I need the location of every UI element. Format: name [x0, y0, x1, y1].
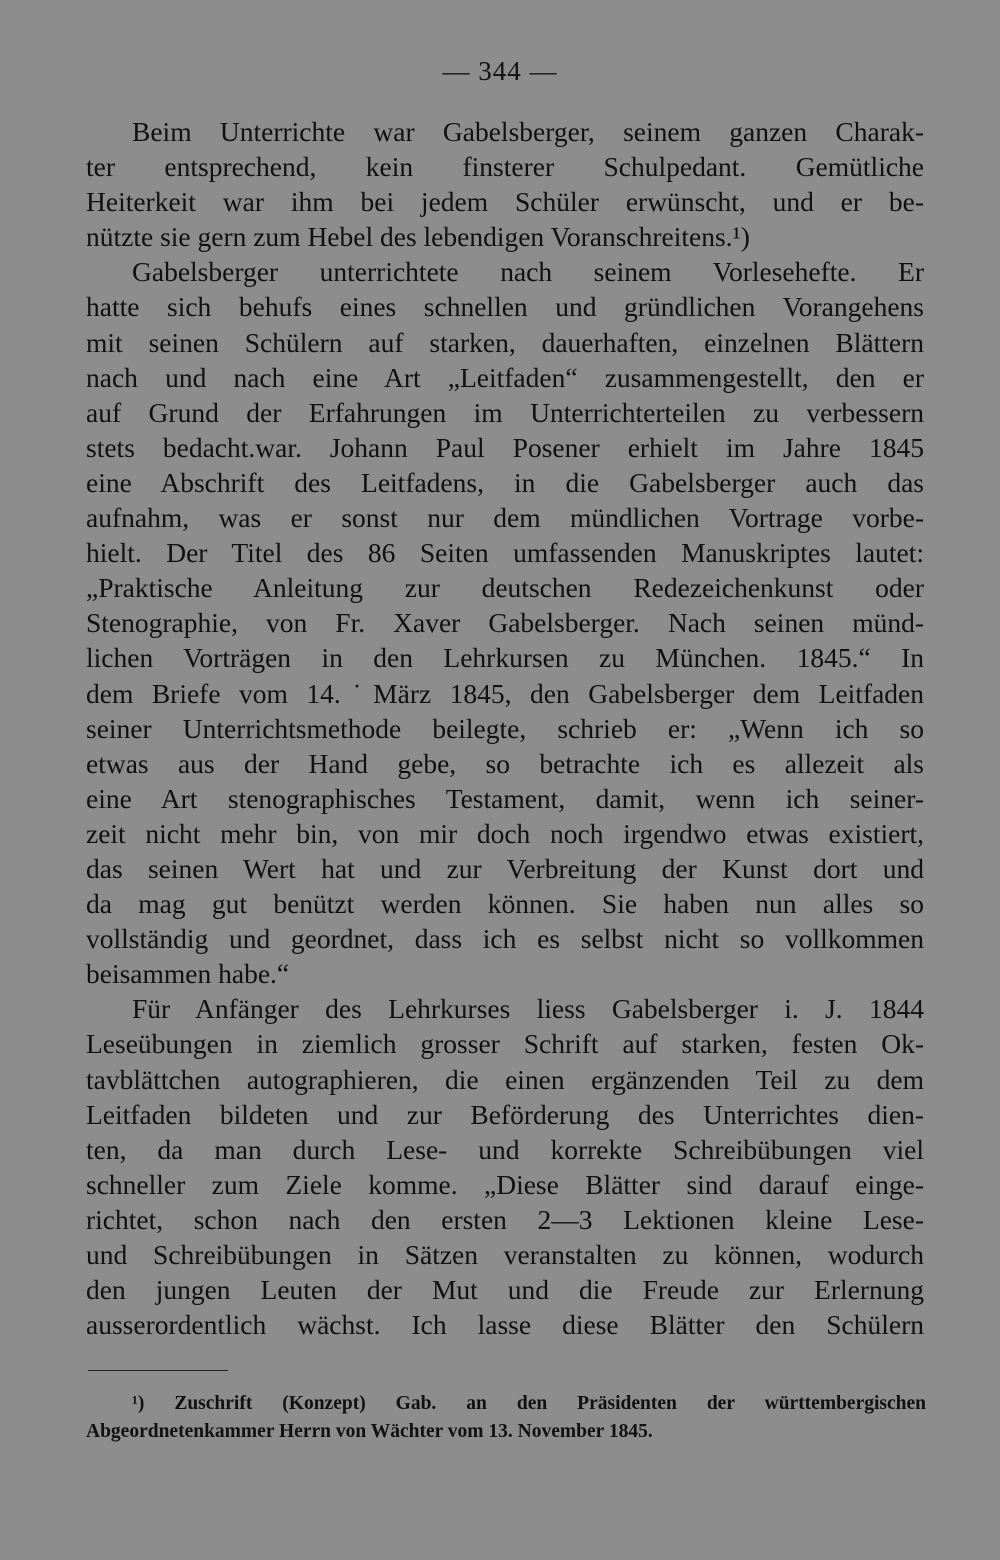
text-line: mit seinen Schülern auf starken, dauerhaften, einzelnen Blättern [86, 326, 924, 358]
text-line: und Schreibübungen in Sätzen veranstalten zu können, wodurch [86, 1239, 924, 1270]
text-line: auf Grund der Erfahrungen im Unterrichterteilen zu verbessern [86, 396, 924, 428]
text-line: hatte sich behufs eines schnellen und gründlichen Vorangehens [86, 291, 924, 323]
text-line: lichen Vorträgen in den Lehrkursen zu München. 1845.“ In [86, 642, 924, 674]
footnote-line: Abgeordnetenkammer Herrn von Wächter vom 13. November 1845. [86, 1421, 653, 1442]
text-line: seiner Unterrichtsmethode beilegte, schrieb er: „Wenn ich so [86, 712, 924, 744]
text-line: nach und nach eine Art „Leitfaden“ zusammengestellt, den er [86, 361, 924, 393]
footnote [86, 1390, 926, 1446]
paragraph [86, 991, 924, 1342]
paragraph [86, 254, 924, 991]
text-line: Leseübungen in ziemlich grosser Schrift auf starken, festen Ok- [86, 1028, 924, 1060]
text-line: etwas aus der Hand gebe, so betrachte ich es allezeit als [86, 747, 924, 779]
text-line: ter entsprechend, kein finsterer Schulpedant. Gemütliche [86, 151, 924, 183]
footnote-line: ¹) Zuschrift (Konzept) Gab. an den Präsidenten der württembergischen [132, 1393, 926, 1414]
text-line: ausserordentlich wächst. Ich lasse diese Blätter den Schülern [86, 1309, 924, 1341]
text-line: tavblättchen autographieren, die einen ergänzenden Teil zu dem [86, 1063, 924, 1095]
text-line: eine Art stenographisches Testament, damit, wenn ich seiner- [86, 782, 924, 814]
text-line: „Praktische Anleitung zur deutschen Redezeichenkunst oder [86, 572, 924, 604]
text-line: richtet, schon nach den ersten 2—3 Lektionen kleine Lese- [86, 1203, 924, 1235]
text-line: vollständig und geordnet, dass ich es selbst nicht so vollkommen [86, 923, 924, 955]
text-line: stets bedacht.war. Johann Paul Posener erhielt im Jahre 1845 [86, 431, 924, 463]
text-line: beisammen habe.“ [86, 958, 290, 990]
footnote-divider [88, 1370, 228, 1371]
text-line: Beim Unterrichte war Gabelsberger, seinem ganzen Charak- [132, 116, 924, 147]
page-number: — 344 — [442, 56, 558, 86]
text-line: aufnahm, was er sonst nur dem mündlichen Vortrage vorbe- [86, 502, 924, 534]
text-line: dem Briefe vom 14.˙März 1845, den Gabelsberger dem Leitfaden [86, 677, 924, 709]
text-line: eine Abschrift des Leitfadens, in die Gabelsberger auch das [86, 466, 924, 498]
text-line: Gabelsberger unterrichtete nach seinem Vorlesehefte. Er [132, 256, 924, 288]
text-line: Stenographie, von Fr. Xaver Gabelsberger. Nach seinen münd- [86, 607, 924, 639]
text-line: den jungen Leuten der Mut und die Freude zur Erlernung [86, 1274, 924, 1306]
text-line: zeit nicht mehr bin, von mir doch noch irgendwo etwas existiert, [86, 817, 924, 849]
body-text [86, 114, 924, 1342]
text-line: da mag gut benützt werden können. Sie haben nun alles so [86, 888, 924, 920]
text-line: Heiterkeit war ihm bei jedem Schüler erwünscht, und er be- [86, 186, 924, 218]
text-line: das seinen Wert hat und zur Verbreitung der Kunst dort und [86, 852, 924, 884]
paragraph [86, 114, 924, 254]
text-line: Für Anfänger des Lehrkurses liess Gabelsberger i. J. 1844 [132, 993, 924, 1025]
text-line: nützte sie gern zum Hebel des lebendigen Voranschreitens.¹) [86, 221, 750, 253]
text-line: Leitfaden bildeten und zur Beförderung des Unterrichtes dien- [86, 1098, 924, 1130]
text-line: ten, da man durch Lese- und korrekte Schreibübungen viel [86, 1133, 924, 1165]
text-line: schneller zum Ziele komme. „Diese Blätter sind darauf einge- [86, 1168, 924, 1200]
text-line: hielt. Der Titel des 86 Seiten umfassenden Manuskriptes lautet: [86, 537, 924, 569]
